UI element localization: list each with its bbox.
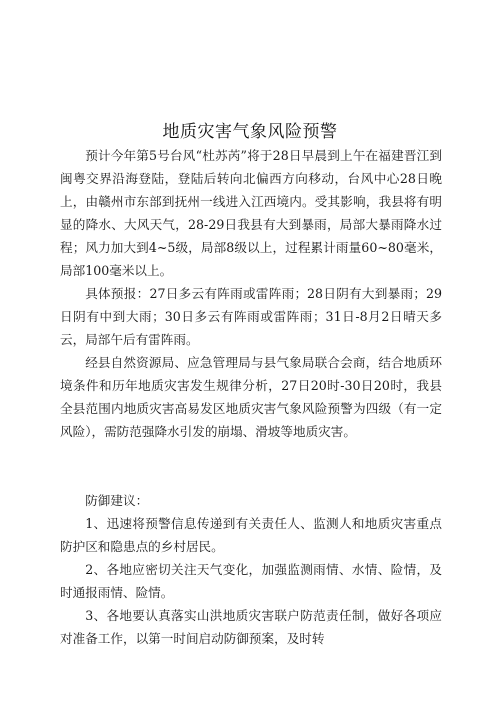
- advice-heading: 防御建议：: [85, 493, 149, 508]
- advice-item-3: 3、各地要认真落实山洪地质灾害联户防范责任制，做好各项应对准备工作，以第一时间启动防御预案，及时转: [60, 608, 442, 646]
- advice-item-2: 2、各地应密切关注天气变化，加强监测雨情、水情、险情，及时通报雨情、险情。: [60, 562, 442, 600]
- advice-item-1: 1、迅速将预警信息传递到有关责任人、监测人和地质灾害重点防护区和隐患点的乡村居民。: [60, 516, 442, 554]
- document-body: [60, 144, 442, 650]
- forecast-paragraph: 预计今年第5号台风“杜苏芮”将于28日早晨到上午在福建晋江到闽粤交界沿海登陆，登陆后转向北偏西方向移动，台风中心28日晚上，由赣州市东部到抚州一线进入江西境内。受其影响，我县将有明显的降水、大风天气，28-29日我县有大到暴雨，局部大暴雨降水过程；风力加大到4~5级，局部8级以上，过程累计雨量60~80毫米，局部100毫米以上。: [60, 148, 442, 278]
- detailed-forecast-paragraph: 具体预报：27日多云有阵雨或雷阵雨；28日阴有大到暴雨；29日阴有中到大雨；30日多云有阵雨或雷阵雨；31日-8月2日晴天多云，局部午后有雷阵雨。: [60, 286, 442, 347]
- page-title: 地质灾害气象风险预警: [162, 122, 338, 142]
- section-spacer: [60, 443, 442, 489]
- warning-paragraph: 经县自然资源局、应急管理局与县气象局联合会商，结合地质环境条件和历年地质灾害发生规律分析，27日20时-30日20时，我县全县范围内地质灾害高易发区地质灾害气象风险预警为四级（有一定风险），需防范强降水引发的崩塌、滑坡等地质灾害。: [60, 355, 442, 439]
